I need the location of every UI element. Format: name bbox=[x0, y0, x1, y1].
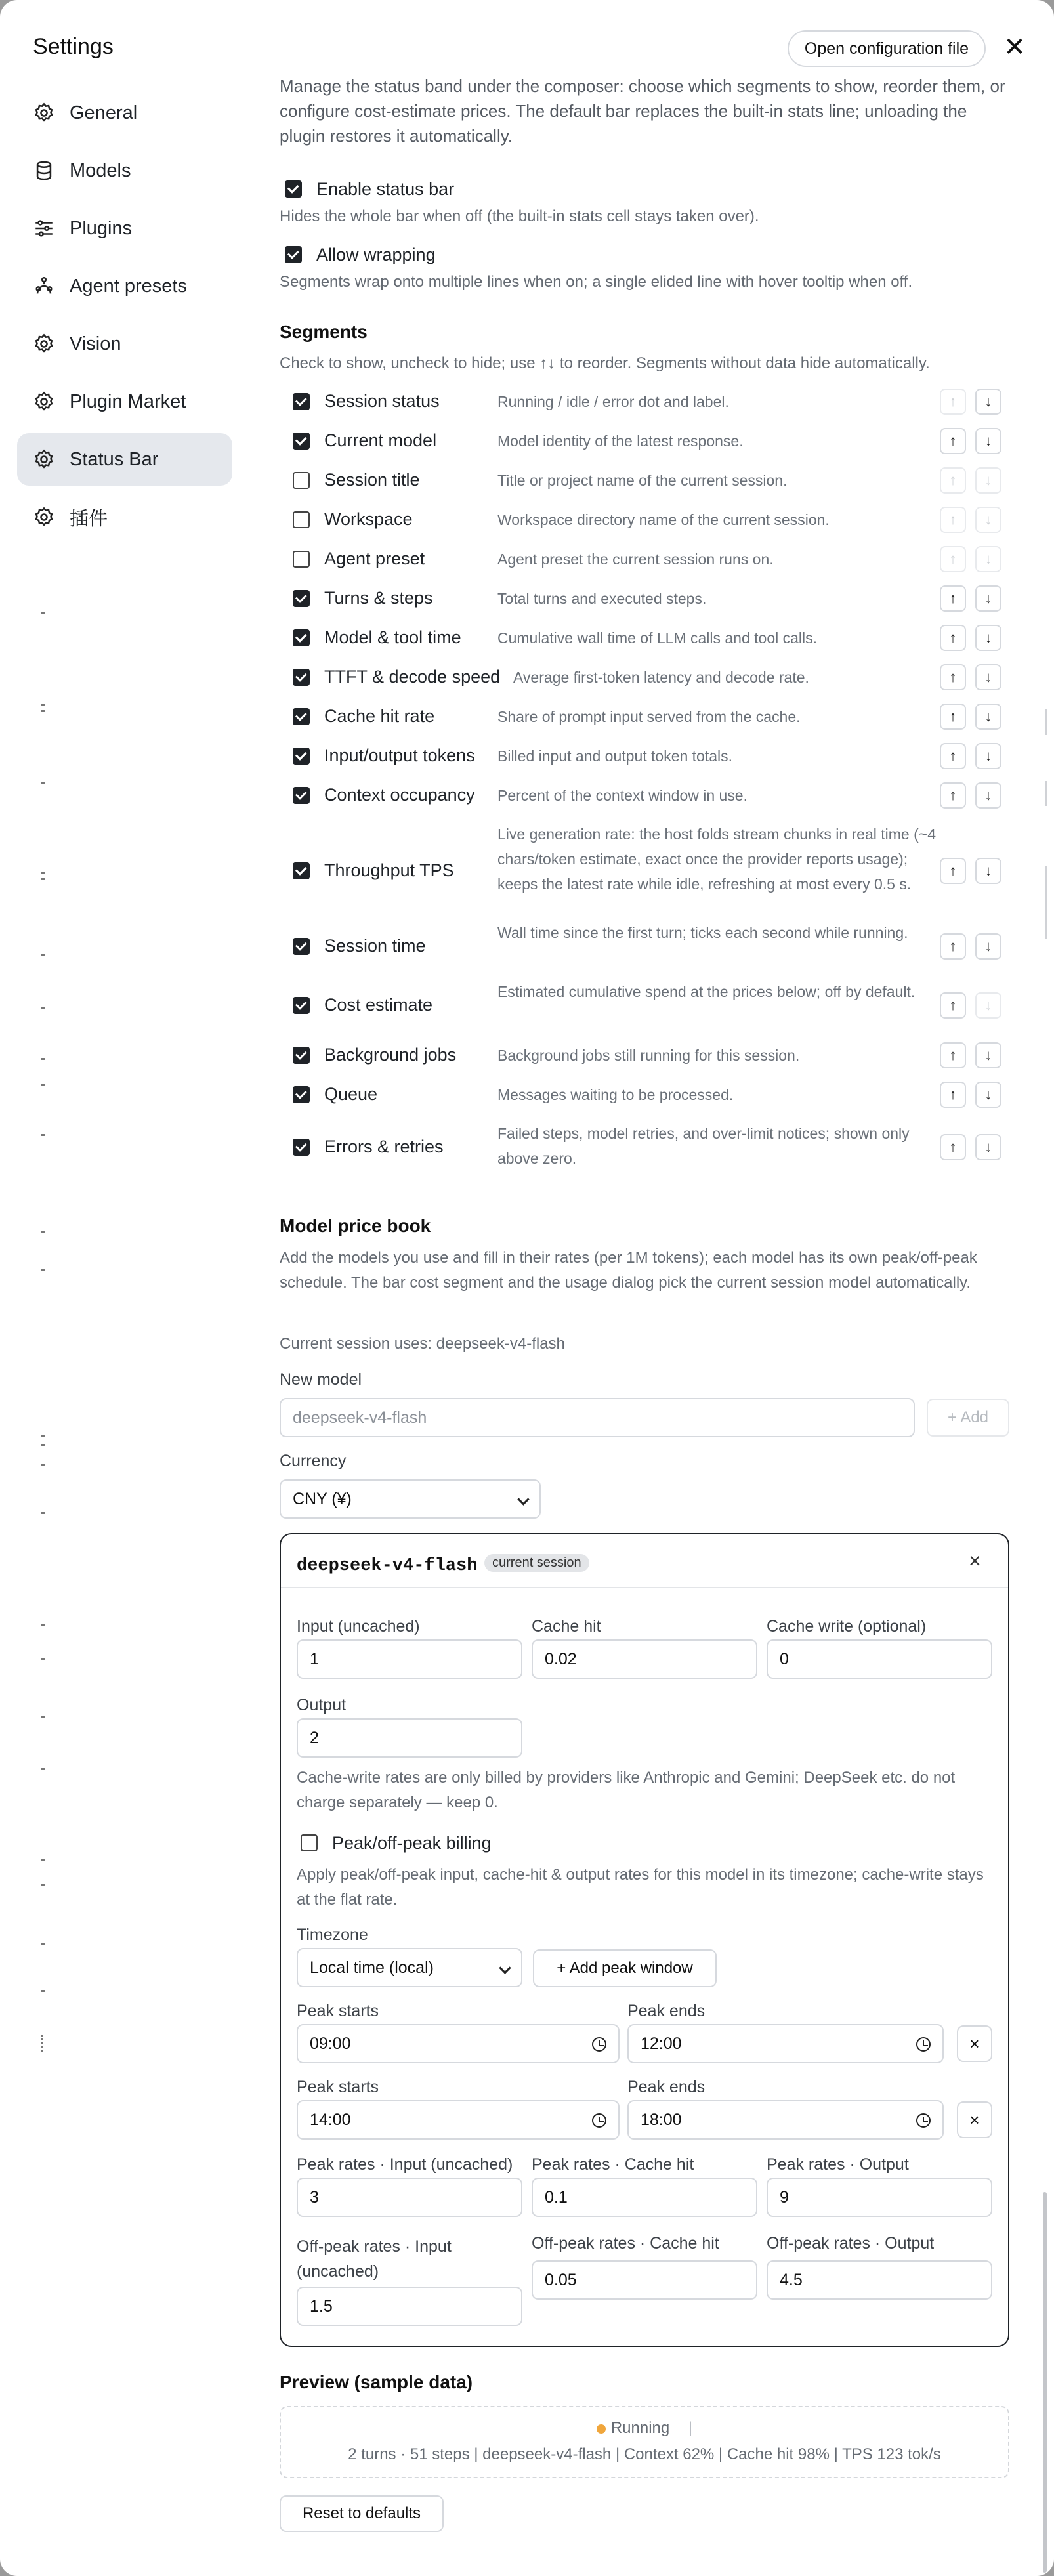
move-up-icon[interactable]: ↑ bbox=[940, 1082, 966, 1108]
peak-billing-label: Peak/off-peak billing bbox=[332, 1832, 492, 1853]
peak-output-field[interactable]: 9 bbox=[767, 2178, 992, 2217]
model-name bbox=[297, 1554, 477, 1576]
segment-row bbox=[280, 389, 1011, 415]
sidebar-item-models[interactable] bbox=[17, 144, 232, 197]
segment-row bbox=[280, 507, 1011, 533]
move-down-icon[interactable]: ↓ bbox=[975, 1042, 1001, 1068]
segment-description: Live generation rate: the host folds stream chunks in real time (~4 chars/token estimate, exact once the provider reports usage); keeps the latest rate while idle, refreshing at most every 0.5 s. bbox=[497, 826, 936, 893]
divider bbox=[41, 1084, 45, 1086]
input-rate-field[interactable]: 1 bbox=[297, 1639, 522, 1679]
segment-name: Agent preset bbox=[324, 549, 425, 568]
divider bbox=[41, 1658, 45, 1660]
divider bbox=[41, 878, 45, 880]
sidebar-item-label: Agent presets bbox=[70, 275, 187, 297]
move-up-icon[interactable]: ↑ bbox=[940, 664, 966, 690]
segment-checkbox[interactable] bbox=[293, 1047, 310, 1064]
timezone-select[interactable] bbox=[297, 1948, 522, 1987]
segment-row bbox=[280, 743, 1011, 769]
peak-end-value: 18:00 bbox=[641, 2110, 682, 2129]
sidebar-item-plugins-cn[interactable] bbox=[17, 491, 232, 543]
enable-status-bar-toggle[interactable] bbox=[285, 176, 454, 202]
remove-window-button[interactable]: × bbox=[957, 2025, 992, 2062]
divider bbox=[41, 2035, 43, 2052]
move-down-icon[interactable]: ↓ bbox=[975, 1082, 1001, 1108]
divider bbox=[41, 1007, 45, 1009]
gear-icon bbox=[33, 391, 55, 413]
new-model-input[interactable]: deepseek-v4-flash bbox=[280, 1398, 915, 1437]
segments-heading: Segments bbox=[280, 322, 368, 342]
offpeak-input-field[interactable]: 1.5 bbox=[297, 2287, 522, 2326]
move-up-icon[interactable]: ↑ bbox=[940, 858, 966, 884]
divider bbox=[41, 1943, 45, 1945]
robot-icon bbox=[33, 275, 55, 297]
move-up-icon[interactable]: ↑ bbox=[940, 625, 966, 651]
move-down-icon[interactable]: ↓ bbox=[975, 389, 1001, 415]
preview-heading: Preview (sample data) bbox=[280, 2372, 473, 2392]
segment-name: Throughput TPS bbox=[324, 860, 454, 880]
segment-row bbox=[280, 664, 1011, 690]
offpeak-cache-label: Off-peak rates · Cache hit bbox=[532, 2234, 719, 2252]
segment-description: Background jobs still running for this session. bbox=[497, 1047, 800, 1064]
database-icon bbox=[33, 159, 55, 182]
preview-stats-line: 2 turns · 51 steps | deepseek-v4-flash | Context 62% | Cache hit 98% | TPS 123 tok/s bbox=[348, 2445, 941, 2463]
current-session-badge: current session bbox=[484, 1554, 589, 1572]
allow-wrapping-toggle[interactable] bbox=[285, 242, 436, 268]
clock-icon[interactable] bbox=[916, 2113, 931, 2128]
offpeak-output-label: Off-peak rates · Output bbox=[767, 2234, 935, 2252]
segment-name: Session status bbox=[324, 391, 440, 411]
peak-end-field[interactable] bbox=[627, 2100, 944, 2140]
move-down-icon[interactable]: ↓ bbox=[975, 546, 1001, 572]
segment-name: Current model bbox=[324, 431, 437, 450]
model-name-text: deepseek-v4-flash bbox=[297, 1556, 478, 1576]
segment-description: Messages waiting to be processed. bbox=[497, 1086, 734, 1103]
preview-status-line bbox=[281, 2419, 1008, 2438]
sidebar-item-label: 插件 bbox=[70, 508, 108, 530]
peak-start-value: 14:00 bbox=[310, 2110, 351, 2129]
sidebar-item-plugins[interactable] bbox=[17, 202, 232, 255]
segment-name: Session time bbox=[324, 936, 426, 956]
divider bbox=[41, 782, 45, 784]
sliders-icon bbox=[33, 217, 55, 240]
divider bbox=[41, 872, 45, 874]
segment-description: Model identity of the latest response. bbox=[497, 433, 744, 450]
segment-name: Errors & retries bbox=[324, 1137, 444, 1156]
sidebar-nav bbox=[17, 87, 232, 549]
peak-output-label: Peak rates · Output bbox=[767, 2155, 909, 2174]
move-up-icon[interactable]: ↑ bbox=[940, 428, 966, 454]
timezone-label: Timezone bbox=[297, 1926, 368, 1944]
segment-name: Queue bbox=[324, 1084, 378, 1104]
divider bbox=[41, 710, 45, 712]
move-up-icon[interactable]: ↑ bbox=[940, 389, 966, 415]
segment-checkbox[interactable] bbox=[293, 708, 310, 725]
peak-cache-field[interactable]: 0.1 bbox=[532, 2178, 757, 2217]
divider bbox=[41, 704, 45, 706]
add-peak-window-button[interactable]: + Add peak window bbox=[533, 1949, 717, 1987]
segment-name: Session title bbox=[324, 470, 420, 490]
segment-checkbox[interactable] bbox=[293, 472, 310, 489]
segment-row bbox=[280, 782, 1011, 809]
move-up-icon[interactable]: ↑ bbox=[940, 1042, 966, 1068]
move-up-icon[interactable]: ↑ bbox=[940, 992, 966, 1019]
segment-checkbox[interactable] bbox=[293, 938, 310, 955]
move-up-icon[interactable]: ↑ bbox=[940, 782, 966, 809]
sidebar-item-vision[interactable] bbox=[17, 318, 232, 370]
move-up-icon[interactable]: ↑ bbox=[940, 585, 966, 612]
move-down-icon[interactable]: ↓ bbox=[975, 585, 1001, 612]
segment-row bbox=[280, 546, 1011, 572]
move-down-icon[interactable]: ↓ bbox=[975, 1134, 1001, 1160]
sidebar-item-status-bar[interactable] bbox=[17, 433, 232, 486]
move-down-icon[interactable]: ↓ bbox=[975, 625, 1001, 651]
currency-value: CNY (¥) bbox=[293, 1489, 352, 1508]
preview-separator: | bbox=[688, 2419, 693, 2437]
segment-row bbox=[280, 704, 1011, 730]
sidebar-item-label: Status Bar bbox=[70, 448, 159, 470]
enable-status-bar-label: Enable status bar bbox=[316, 179, 455, 199]
move-up-icon[interactable]: ↑ bbox=[940, 743, 966, 769]
segment-row bbox=[280, 428, 1011, 454]
move-down-icon[interactable]: ↓ bbox=[975, 467, 1001, 494]
segment-description: Total turns and executed steps. bbox=[497, 590, 707, 607]
segment-description: Percent of the context window in use. bbox=[497, 787, 748, 804]
move-up-icon[interactable]: ↑ bbox=[940, 1134, 966, 1160]
move-down-icon[interactable]: ↓ bbox=[975, 664, 1001, 690]
peak-end-value: 12:00 bbox=[641, 2034, 682, 2053]
enable-status-bar-hint: Hides the whole bar when off (the built-in stats cell stays taken over). bbox=[280, 207, 759, 225]
segment-checkbox[interactable] bbox=[293, 862, 310, 879]
output-rate-label: Output bbox=[297, 1696, 347, 1714]
segment-description: Cumulative wall time of LLM calls and tool calls. bbox=[497, 629, 818, 646]
segment-description: Estimated cumulative spend at the prices below; off by default. bbox=[497, 983, 916, 1000]
segment-checkbox[interactable] bbox=[293, 1139, 310, 1156]
model-card bbox=[280, 1533, 1009, 2347]
clock-icon[interactable] bbox=[592, 2037, 606, 2052]
move-down-icon[interactable]: ↓ bbox=[975, 858, 1001, 884]
divider bbox=[41, 1444, 45, 1446]
sidebar-item-label: Plugins bbox=[70, 217, 133, 239]
divider bbox=[41, 1990, 45, 1992]
divider bbox=[41, 1624, 45, 1626]
preview-status: Running bbox=[610, 2419, 670, 2437]
sidebar-item-label: Vision bbox=[70, 333, 121, 354]
move-down-icon[interactable]: ↓ bbox=[975, 428, 1001, 454]
segment-description: Agent preset the current session runs on. bbox=[497, 551, 774, 568]
timezone-value: Local time (local) bbox=[310, 1958, 434, 1977]
segment-name: Input/output tokens bbox=[324, 746, 475, 765]
segment-name: Background jobs bbox=[324, 1045, 457, 1065]
sidebar-item-general[interactable] bbox=[17, 87, 232, 139]
segment-row bbox=[280, 1082, 1011, 1108]
divider bbox=[41, 1512, 45, 1514]
cache-write-label: Cache write (optional) bbox=[767, 1617, 927, 1636]
clock-icon[interactable] bbox=[916, 2037, 931, 2052]
peak-end-label: Peak ends bbox=[627, 2078, 706, 2096]
divider bbox=[41, 1464, 45, 1466]
move-down-icon[interactable]: ↓ bbox=[975, 933, 1001, 960]
scrollbar-marker bbox=[1045, 866, 1047, 939]
move-up-icon[interactable]: ↑ bbox=[940, 467, 966, 494]
segment-name: Cache hit rate bbox=[324, 706, 435, 726]
divider bbox=[41, 1269, 45, 1271]
segment-description: Average first-token latency and decode rate. bbox=[513, 669, 809, 686]
intro-text: Manage the status band under the composer: choose which segments to show, reorder them, or configure cost-estimate prices. The default bar replaces the built-in stats line; unloading the plugin restores it automatically. bbox=[280, 76, 1005, 146]
move-down-icon[interactable]: ↓ bbox=[975, 704, 1001, 730]
sidebar-item-label: General bbox=[70, 102, 138, 123]
move-down-icon[interactable]: ↓ bbox=[975, 992, 1001, 1019]
peak-start-value: 09:00 bbox=[310, 2034, 351, 2053]
segment-row bbox=[280, 920, 1011, 973]
divider bbox=[41, 954, 45, 956]
segment-checkbox[interactable] bbox=[293, 1086, 310, 1103]
segment-checkbox[interactable] bbox=[293, 393, 310, 410]
cache-hit-label: Cache hit bbox=[532, 1617, 601, 1636]
segment-description: Billed input and output token totals. bbox=[497, 748, 733, 765]
segment-checkbox[interactable] bbox=[293, 669, 310, 686]
move-up-icon[interactable]: ↑ bbox=[940, 704, 966, 730]
open-config-button[interactable]: Open configuration file bbox=[788, 30, 986, 67]
segment-description: Workspace directory name of the current session. bbox=[497, 511, 830, 528]
segment-checkbox[interactable] bbox=[293, 590, 310, 607]
clock-icon[interactable] bbox=[592, 2113, 606, 2128]
segment-row bbox=[280, 822, 1011, 920]
segment-name: TTFT & decode speed bbox=[324, 667, 501, 686]
divider bbox=[41, 1435, 45, 1437]
app-title: Settings bbox=[33, 34, 114, 59]
segments-hint: Check to show, uncheck to hide; use ↑↓ to reorder. Segments without data hide automatically. bbox=[280, 354, 930, 372]
move-up-icon[interactable]: ↑ bbox=[940, 933, 966, 960]
segment-description: Title or project name of the current session. bbox=[497, 472, 788, 489]
segment-name: Workspace bbox=[324, 509, 413, 529]
peak-cache-label: Peak rates · Cache hit bbox=[532, 2155, 694, 2174]
offpeak-input-label: Off-peak rates · Input (uncached) bbox=[297, 2237, 452, 2281]
peak-end-field[interactable] bbox=[627, 2024, 944, 2063]
scrollbar-thumb[interactable] bbox=[1043, 2192, 1047, 2573]
divider bbox=[41, 1768, 45, 1770]
currency-label: Currency bbox=[280, 1452, 347, 1470]
peak-billing-hint: Apply peak/off-peak input, cache-hit & output rates for this model in its timezone; cache-write stays at the flat rate. bbox=[297, 1866, 984, 1909]
segment-description: Failed steps, model retries, and over-limit notices; shown only above zero. bbox=[497, 1125, 910, 1167]
segment-row bbox=[280, 585, 1011, 612]
segment-checkbox[interactable] bbox=[293, 629, 310, 646]
peak-input-field[interactable]: 3 bbox=[297, 2178, 522, 2217]
allow-wrapping-hint: Segments wrap onto multiple lines when on; a single elided line with hover tooltip when off. bbox=[280, 273, 913, 291]
allow-wrapping-checkbox[interactable] bbox=[285, 246, 302, 263]
remove-model-icon[interactable]: × bbox=[969, 1549, 981, 1573]
gear-icon bbox=[33, 506, 55, 528]
gear-icon bbox=[33, 448, 55, 471]
peak-start-label: Peak starts bbox=[297, 2078, 379, 2096]
divider bbox=[41, 1716, 45, 1718]
peak-billing-toggle[interactable] bbox=[301, 1830, 492, 1856]
offpeak-cache-field[interactable]: 0.05 bbox=[532, 2260, 757, 2300]
segment-name: Model & tool time bbox=[324, 627, 461, 647]
remove-window-button[interactable]: × bbox=[957, 2101, 992, 2138]
reset-defaults-button[interactable]: Reset to defaults bbox=[280, 2495, 444, 2532]
segment-name: Context occupancy bbox=[324, 785, 475, 805]
input-rate-label: Input (uncached) bbox=[297, 1617, 420, 1636]
cache-hit-field[interactable]: 0.02 bbox=[532, 1639, 757, 1679]
gear-icon bbox=[33, 102, 55, 124]
peak-end-label: Peak ends bbox=[627, 2002, 706, 2020]
divider bbox=[41, 1884, 45, 1886]
card-divider bbox=[281, 1587, 1008, 1588]
move-down-icon[interactable]: ↓ bbox=[975, 743, 1001, 769]
segment-name: Cost estimate bbox=[324, 995, 433, 1015]
segment-checkbox[interactable] bbox=[293, 551, 310, 568]
status-dot-icon bbox=[597, 2424, 606, 2434]
move-down-icon[interactable]: ↓ bbox=[975, 782, 1001, 809]
segment-row bbox=[280, 625, 1011, 651]
segment-name: Turns & steps bbox=[324, 588, 433, 608]
divider bbox=[41, 612, 45, 614]
add-model-button[interactable]: + Add bbox=[927, 1399, 1009, 1437]
output-rate-field[interactable]: 2 bbox=[297, 1718, 522, 1758]
segment-description: Share of prompt input served from the cache. bbox=[497, 708, 801, 725]
sidebar-item-agent-presets[interactable] bbox=[17, 260, 232, 312]
gear-icon bbox=[33, 333, 55, 355]
peak-input-label: Peak rates · Input (uncached) bbox=[297, 2155, 513, 2174]
new-model-label: New model bbox=[280, 1370, 362, 1389]
segment-checkbox[interactable] bbox=[293, 433, 310, 450]
current-session-model: Current session uses: deepseek-v4-flash bbox=[280, 1335, 565, 1353]
offpeak-output-field[interactable]: 4.5 bbox=[767, 2260, 992, 2300]
segment-checkbox[interactable] bbox=[293, 997, 310, 1014]
move-up-icon[interactable]: ↑ bbox=[940, 546, 966, 572]
sidebar-item-label: Models bbox=[70, 159, 131, 181]
move-up-icon[interactable]: ↑ bbox=[940, 507, 966, 533]
currency-select[interactable] bbox=[280, 1479, 541, 1519]
allow-wrapping-label: Allow wrapping bbox=[316, 244, 436, 264]
preview-box bbox=[280, 2406, 1009, 2478]
pricebook-hint: Add the models you use and fill in their rates (per 1M tokens); each model has its own peak/off-peak schedule. The bar cost segment and the usage dialog pick the current session model automatically. bbox=[280, 1249, 977, 1292]
move-down-icon[interactable]: ↓ bbox=[975, 507, 1001, 533]
peak-start-field[interactable] bbox=[297, 2100, 620, 2140]
segment-row bbox=[280, 979, 1011, 1032]
divider bbox=[41, 1231, 45, 1233]
scrollbar-marker bbox=[1045, 781, 1047, 806]
segment-row bbox=[280, 467, 1011, 494]
scrollbar-marker bbox=[1045, 709, 1047, 735]
segment-row bbox=[280, 1121, 1011, 1173]
sidebar-item-plugin-market[interactable] bbox=[17, 375, 232, 428]
sidebar bbox=[0, 0, 249, 2576]
peak-start-label: Peak starts bbox=[297, 2002, 379, 2020]
enable-status-bar-checkbox[interactable] bbox=[285, 180, 302, 198]
segment-description: Running / idle / error dot and label. bbox=[497, 393, 729, 410]
close-icon[interactable]: ✕ bbox=[1003, 33, 1026, 62]
divider bbox=[41, 1859, 45, 1861]
segment-checkbox[interactable] bbox=[293, 748, 310, 765]
divider bbox=[41, 1058, 45, 1060]
divider bbox=[41, 1134, 45, 1136]
cache-write-field[interactable]: 0 bbox=[767, 1639, 992, 1679]
segment-checkbox[interactable] bbox=[293, 787, 310, 804]
sidebar-item-label: Plugin Market bbox=[70, 391, 186, 412]
segment-description: Wall time since the first turn; ticks each second while running. bbox=[497, 924, 908, 941]
peak-start-field[interactable] bbox=[297, 2024, 620, 2063]
pricebook-heading: Model price book bbox=[280, 1215, 431, 1236]
segment-checkbox[interactable] bbox=[293, 511, 310, 528]
cache-write-note: Cache-write rates are only billed by providers like Anthropic and Gemini; DeepSeek etc. do not charge separately — keep 0. bbox=[297, 1769, 956, 1811]
peak-billing-checkbox[interactable] bbox=[301, 1834, 318, 1851]
segment-row bbox=[280, 1042, 1011, 1068]
